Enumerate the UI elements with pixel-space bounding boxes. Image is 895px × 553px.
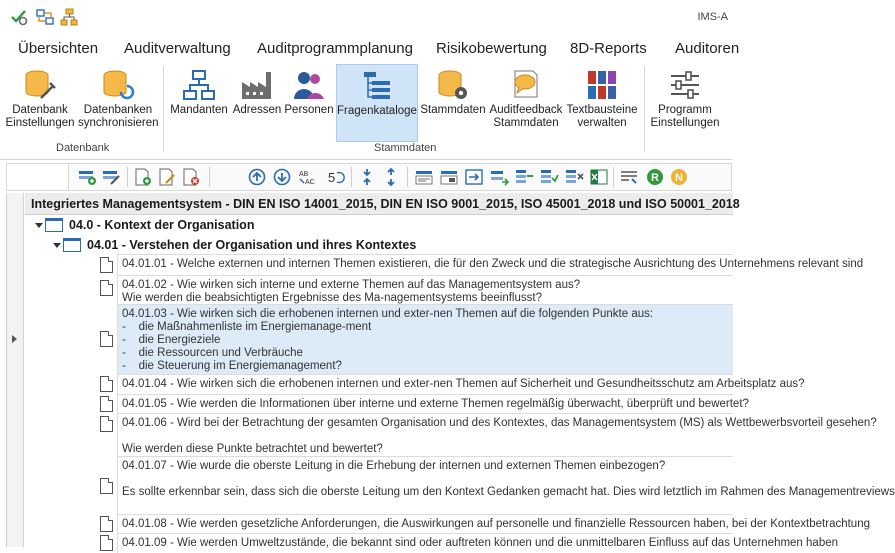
toolbar (6, 163, 732, 191)
text-blocks-icon (585, 68, 619, 102)
grid-header: Integriertes Managementsystem - DIN EN ISO 14001_2015, DIN EN ISO 9001_2015, ISO 45001_2018 und ISO 50001_2018 (25, 193, 733, 215)
feedback-icon (509, 68, 543, 102)
network-icon[interactable] (60, 8, 78, 26)
question-text: 04.01.01 - Welche externen und internen Themen existieren, die für den Zweck und die strategische Ausrichtung des Unternehmens relevant sind (117, 254, 733, 275)
question-text: 04.01.05 - Wie werden die Informationen über interne und externe Themen regelmäßig überwacht, überprüft und bewertet? (117, 394, 733, 413)
app-title: IMS-A (697, 11, 728, 23)
list-item[interactable] (25, 374, 805, 394)
stammdaten-button[interactable] (420, 64, 486, 140)
list-item[interactable] (25, 254, 864, 275)
datenbank-einstellungen-label: Datenbank Einstellungen (5, 104, 75, 129)
database-gear-icon (436, 68, 470, 102)
svg-text:AC: AC (305, 179, 315, 186)
personen-label: Personen (284, 104, 334, 116)
list-item[interactable] (25, 413, 877, 456)
current-row-indicator (12, 335, 17, 343)
datenbanken-synchronisieren-button[interactable] (78, 64, 158, 140)
renumber-icon[interactable] (325, 168, 345, 186)
spellcheck-icon[interactable] (298, 168, 318, 186)
question-tree-grid (6, 193, 895, 549)
group-label-stammdaten: Stammdaten (374, 142, 437, 154)
title-bar (0, 0, 732, 34)
tab-8d-reports[interactable]: 8D-Reports (570, 40, 647, 57)
group-separator (644, 66, 645, 152)
assign-3-icon[interactable] (564, 168, 584, 186)
list-item[interactable] (25, 394, 749, 413)
move-up-icon[interactable] (247, 168, 267, 186)
delete-item-icon[interactable] (181, 168, 201, 186)
list-item-selected[interactable] (25, 304, 733, 374)
programm-einstellungen-button[interactable] (650, 64, 720, 140)
check-gear-icon[interactable] (10, 8, 28, 26)
folder-icon (63, 238, 81, 252)
toolbar-separator (127, 167, 128, 187)
toolbar-separator (351, 167, 352, 187)
textbausteine-verwalten-button[interactable] (566, 64, 638, 140)
fragenkataloge-label: Fragenkataloge (337, 105, 417, 117)
stammdaten-button-label: Stammdaten (420, 104, 486, 116)
list-item[interactable] (25, 533, 839, 553)
move-down-icon[interactable] (272, 168, 292, 186)
document-icon (100, 516, 113, 532)
list-item[interactable] (25, 514, 870, 533)
chevron-down-icon[interactable] (53, 243, 61, 248)
question-text: 04.01.06 - Wird bei der Betrachtung der gesamten Organisation und des Kontextes, das Managementsystem (MS) als Wettbewerbsvorteil gesehen? Wie werden diese Punkte betrachtet und bewertet? (117, 413, 733, 456)
new-item-icon[interactable] (133, 168, 153, 186)
sync-icon[interactable] (36, 8, 54, 26)
people-icon (292, 68, 326, 102)
section-label: 04.01 - Verstehen der Organisation und ihres Kontextes (87, 238, 417, 252)
document-icon (100, 331, 113, 347)
document-icon (100, 376, 113, 392)
ribbon-tabs (0, 34, 740, 64)
list-item[interactable] (25, 275, 733, 304)
import-icon[interactable] (464, 168, 484, 186)
datenbanken-synchronisieren-label: Datenbanken synchronisieren (78, 104, 159, 129)
personen-button[interactable] (284, 64, 334, 140)
document-icon (100, 478, 113, 494)
chevron-down-icon[interactable] (35, 223, 43, 228)
question-text: 04.01.09 - Wie werden Umweltzustände, die bekannt sind oder auftreten können und die unmittelbaren Einfluss auf das Unternehmen haben (117, 533, 733, 553)
datenbank-einstellungen-button[interactable] (4, 64, 76, 140)
folder-icon (45, 218, 63, 232)
document-icon (100, 257, 113, 273)
assign-2-icon[interactable] (539, 168, 559, 186)
adressen-label: Adressen (232, 104, 282, 116)
document-icon (100, 280, 113, 296)
mandanten-label: Mandanten (170, 104, 228, 116)
question-text: 04.01.02 - Wie wirken sich interne und externe Themen auf das Managementsystem aus? Wie werden die beabsichtigten Ergebnisse des Ma-nagementsystems beeinflusst? (117, 275, 733, 304)
factory-icon (240, 68, 274, 102)
tab-auditoren[interactable]: Auditoren (675, 40, 740, 57)
add-row-icon[interactable] (77, 168, 97, 186)
report-2-icon[interactable] (439, 168, 459, 186)
fragenkataloge-button[interactable] (336, 64, 418, 142)
tree-node-chapter[interactable] (25, 215, 733, 235)
document-icon (100, 535, 113, 551)
document-icon (100, 396, 113, 412)
toolbar-search-field[interactable] (7, 164, 69, 190)
question-catalog-icon (360, 69, 394, 103)
collapse-icon[interactable] (357, 168, 377, 186)
sliders-icon (668, 68, 702, 102)
toolbar-separator (613, 167, 614, 187)
list-item[interactable] (25, 456, 895, 514)
group-label-datenbank: Datenbank (56, 142, 110, 154)
question-text: 04.01.04 - Wie wirken sich die erhobenen internen und exter-nen Themen auf Sicherheit und Gesundheitsschutz am Arbeitsplatz aus? (117, 374, 733, 394)
r-badge-icon[interactable] (645, 168, 665, 186)
tab-auditverwaltung[interactable]: Auditverwaltung (124, 40, 231, 57)
edit-item-icon[interactable] (157, 168, 177, 186)
toolbar-separator (407, 167, 408, 187)
svg-text:5: 5 (328, 170, 336, 185)
database-sync-icon (101, 68, 135, 102)
row-selector-column (7, 193, 24, 547)
programm-einstellungen-label: Programm Einstellungen (650, 104, 720, 129)
mandanten-button[interactable] (168, 64, 230, 140)
tree-node-section[interactable] (25, 235, 733, 255)
svg-text:AB: AB (299, 171, 309, 178)
excel-icon[interactable] (589, 168, 609, 186)
tab-uebersichten[interactable]: Übersichten (18, 40, 99, 57)
tab-auditprogrammplanung[interactable]: Auditprogrammplanung (257, 40, 413, 57)
expand-icon[interactable] (381, 168, 401, 186)
auditfeedback-stammdaten-button[interactable] (488, 64, 564, 140)
group-separator (163, 66, 164, 152)
toolbar-separator (209, 167, 210, 187)
document-icon (100, 416, 113, 432)
n-badge-icon[interactable] (669, 168, 689, 186)
assign-1-icon[interactable] (514, 168, 534, 186)
auditfeedback-stammdaten-label: Auditfeedback Stammdaten (489, 104, 563, 129)
report-1-icon[interactable] (414, 168, 434, 186)
database-settings-icon (23, 68, 57, 102)
question-text: 04.01.08 - Wie werden gesetzliche Anforderungen, die Auswirkungen auf personelle und finanzielle Ressourcen haben, bei der Kontextbetrachtung (117, 514, 733, 533)
question-text: 04.01.03 - Wie wirken sich die erhobenen internen und exter-nen Themen auf die folgenden Punkte aus: - die Maßnahmenliste im Energiemanage-ment - die Energieziele - die Ressourcen und Verbräuche - die Steuerung im Energiemanagement? (117, 304, 733, 374)
question-text: 04.01.07 - Wie wurde die oberste Leitung in die Erhebung der internen und externen Themen einbezogen? Es sollte erkennbar sein, dass sich die oberste Leitung um den Kontext Gedanken gemacht hat. Dies wird letztlich im Rahmen des Managementreviews (117, 456, 733, 514)
chapter-label: 04.0 - Kontext der Organisation (69, 218, 255, 232)
svg-text:N: N (675, 172, 683, 184)
textbausteine-verwalten-label: Textbausteine verwalten (566, 104, 638, 129)
export-icon[interactable] (489, 168, 509, 186)
filter-text-icon[interactable] (619, 168, 639, 186)
edit-list-icon[interactable] (101, 168, 121, 186)
tab-risikobewertung[interactable]: Risikobewertung (436, 40, 547, 57)
ribbon (0, 62, 732, 160)
adressen-button[interactable] (231, 64, 283, 140)
svg-text:R: R (651, 172, 659, 184)
org-chart-icon (182, 68, 216, 102)
